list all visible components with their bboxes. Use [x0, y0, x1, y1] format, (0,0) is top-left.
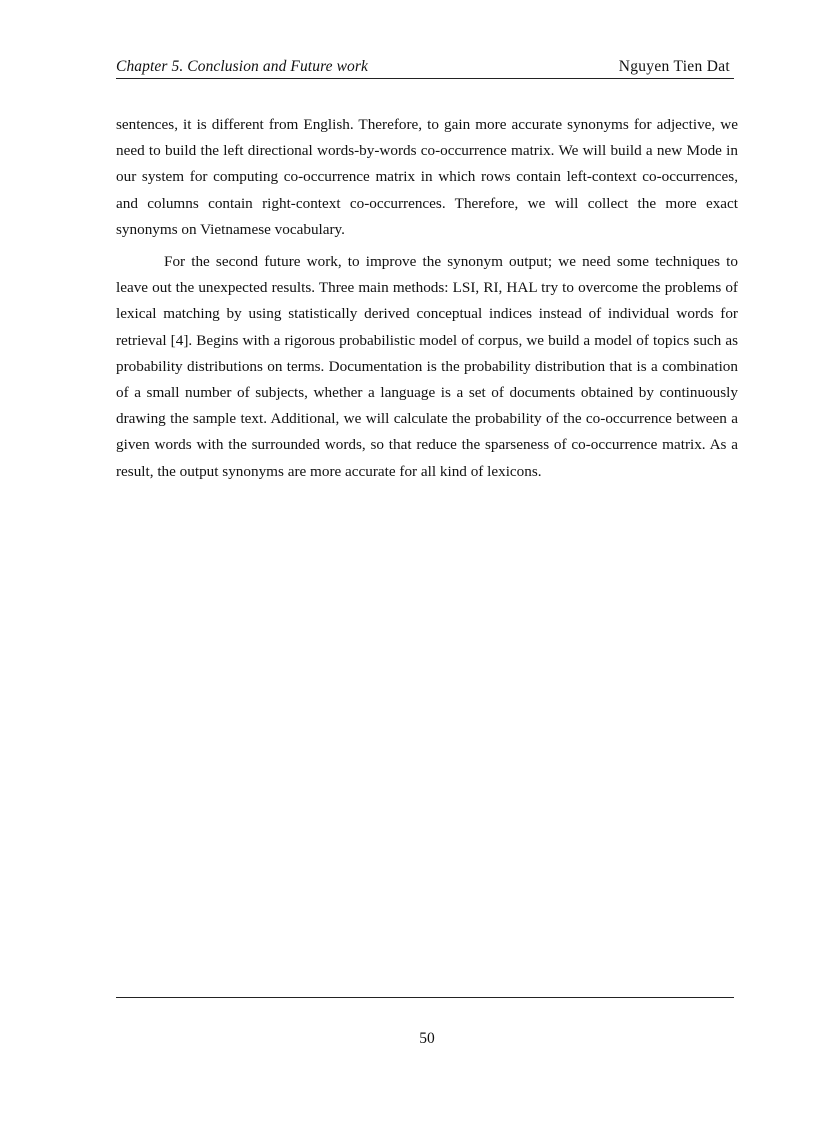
body-text	[116, 112, 738, 485]
paragraph: For the second future work, to improve the synonym output; we need some techniques to leave out the unexpected results. Three main methods: LSI, RI, HAL try to overcome the problems of lexical matching by using statistically derived conceptual indices instead of individual words for retrieval [4]. Begins with a rigorous probabilistic model of corpus, we build a model of topics such as probability distributions on terms. Documentation is the probability distribution that is a combination of a small number of subjects, whether a language is a set of documents obtained by continuously drawing the sample text. Additional, we will calculate the probability of the co-occurrence between a given words with the surrounded words, so that reduce the sparseness of co-occurrence matrix. As a result, the output synonyms are more accurate for all kind of lexicons.	[116, 253, 738, 480]
author-name: Nguyen Tien Dat	[618, 58, 730, 75]
paragraph: sentences, it is different from English. Therefore, to gain more accurate synonyms for adjective, we need to build the left directional words-by-words co-occurrence matrix. We will build a new Mode in our system for computing co-occurrence matrix in which rows contain left-context co-occurrences, and columns contain right-context co-occurrences. Therefore, we will collect the more exact synonyms on Vietnamese vocabulary.	[116, 116, 738, 238]
chapter-title: Chapter 5. Conclusion and Future work	[116, 58, 368, 75]
page-header	[116, 56, 734, 79]
footer-divider	[116, 997, 734, 998]
page-number: 50	[419, 1030, 435, 1047]
